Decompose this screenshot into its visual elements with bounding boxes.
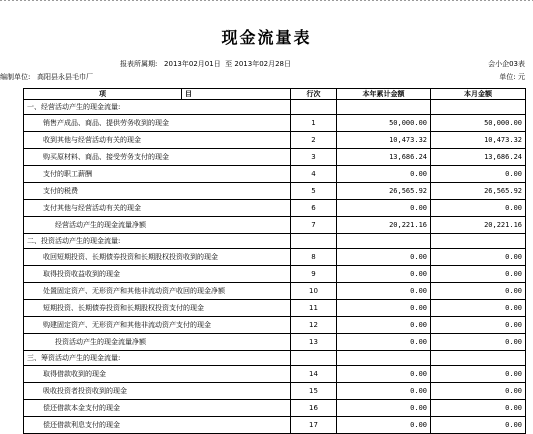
header-ytd-amount: 本年累计金额 bbox=[337, 89, 431, 100]
line-no-cell: 12 bbox=[291, 317, 337, 334]
line-no-cell: 8 bbox=[291, 249, 337, 266]
line-no-cell: 14 bbox=[291, 366, 337, 383]
table-row bbox=[24, 132, 526, 149]
month-amount-cell: 10,473.32 bbox=[431, 132, 526, 149]
month-amount-cell: 0.00 bbox=[431, 317, 526, 334]
item-cell: 偿还借款利息支付的现金 bbox=[24, 417, 291, 434]
month-amount-cell bbox=[431, 234, 526, 249]
item-cell: 收到其他与经营活动有关的现金 bbox=[24, 132, 291, 149]
line-no-cell: 2 bbox=[291, 132, 337, 149]
ytd-amount-cell: 0.00 bbox=[337, 334, 431, 351]
month-amount-cell: 0.00 bbox=[431, 417, 526, 434]
header-item-2: 目 bbox=[182, 89, 291, 100]
table-row bbox=[24, 400, 526, 417]
header-item: 项 bbox=[24, 89, 182, 100]
item-cell: 二、投资活动产生的现金流量: bbox=[24, 234, 291, 249]
item-cell: 购建固定资产、无形资产和其他非流动资产支付的现金 bbox=[24, 317, 291, 334]
line-no-cell: 1 bbox=[291, 115, 337, 132]
item-cell: 购买原材料、商品、接受劳务支付的现金 bbox=[24, 149, 291, 166]
month-amount-cell: 0.00 bbox=[431, 300, 526, 317]
line-no-cell: 4 bbox=[291, 166, 337, 183]
unit-org-label: 编制单位: bbox=[0, 73, 31, 81]
item-cell: 收回短期投资、长期债券投资和长期股权投资收到的现金 bbox=[24, 249, 291, 266]
item-cell: 处置固定资产、无形资产和其他非流动资产收回的现金净额 bbox=[24, 283, 291, 300]
ytd-amount-cell: 0.00 bbox=[337, 283, 431, 300]
month-amount-cell: 0.00 bbox=[431, 249, 526, 266]
ytd-amount-cell: 10,473.32 bbox=[337, 132, 431, 149]
table-row bbox=[24, 149, 526, 166]
ytd-amount-cell: 0.00 bbox=[337, 166, 431, 183]
line-no-cell: 3 bbox=[291, 149, 337, 166]
line-no-cell: 10 bbox=[291, 283, 337, 300]
table-row bbox=[24, 317, 526, 334]
table-row bbox=[24, 217, 526, 234]
table-row bbox=[24, 115, 526, 132]
item-cell: 取得借款收到的现金 bbox=[24, 366, 291, 383]
unit-org-name: 高阳县永县毛巾厂 bbox=[37, 73, 94, 81]
line-no-cell: 6 bbox=[291, 200, 337, 217]
line-no-cell: 15 bbox=[291, 383, 337, 400]
line-no-cell bbox=[291, 100, 337, 115]
table-row bbox=[24, 166, 526, 183]
section-row bbox=[24, 100, 526, 115]
ytd-amount-cell: 0.00 bbox=[337, 200, 431, 217]
ytd-amount-cell bbox=[337, 234, 431, 249]
cash-flow-table bbox=[23, 88, 526, 434]
ytd-amount-cell: 0.00 bbox=[337, 366, 431, 383]
ytd-amount-cell: 13,686.24 bbox=[337, 149, 431, 166]
item-cell: 三、筹资活动产生的现金流量: bbox=[24, 351, 291, 366]
item-cell: 取得投资收益收到的现金 bbox=[24, 266, 291, 283]
month-amount-cell: 0.00 bbox=[431, 166, 526, 183]
line-no-cell bbox=[291, 234, 337, 249]
ytd-amount-cell: 0.00 bbox=[337, 400, 431, 417]
month-amount-cell: 20,221.16 bbox=[431, 217, 526, 234]
line-no-cell bbox=[291, 351, 337, 366]
item-cell: 销售产成品、商品、提供劳务收到的现金 bbox=[24, 115, 291, 132]
table-header-row bbox=[24, 89, 526, 100]
item-cell: 支付的职工薪酬 bbox=[24, 166, 291, 183]
month-amount-cell: 50,000.00 bbox=[431, 115, 526, 132]
line-no-cell: 5 bbox=[291, 183, 337, 200]
period-end: 2013年02月28日 bbox=[234, 60, 292, 68]
header-month-amount: 本月金额 bbox=[431, 89, 526, 100]
ytd-amount-cell: 20,221.16 bbox=[337, 217, 431, 234]
table-row bbox=[24, 183, 526, 200]
table-row bbox=[24, 417, 526, 434]
table-row bbox=[24, 334, 526, 351]
item-cell: 短期投资、长期债券投资和长期股权投资支付的现金 bbox=[24, 300, 291, 317]
ytd-amount-cell: 0.00 bbox=[337, 417, 431, 434]
table-row bbox=[24, 366, 526, 383]
ytd-amount-cell bbox=[337, 100, 431, 115]
table-row bbox=[24, 200, 526, 217]
table-row bbox=[24, 249, 526, 266]
unit-org-line bbox=[0, 72, 93, 82]
line-no-cell: 7 bbox=[291, 217, 337, 234]
month-amount-cell: 13,686.24 bbox=[431, 149, 526, 166]
currency-unit: 单位: 元 bbox=[499, 73, 525, 81]
period-start: 2013年02月01日 bbox=[164, 60, 221, 68]
ytd-amount-cell: 0.00 bbox=[337, 317, 431, 334]
item-cell: 支付其他与经营活动有关的现金 bbox=[24, 200, 291, 217]
item-cell: 偿还借款本金支付的现金 bbox=[24, 400, 291, 417]
line-no-cell: 16 bbox=[291, 400, 337, 417]
month-amount-cell bbox=[431, 351, 526, 366]
report-title: 现金流量表 bbox=[221, 28, 312, 47]
ytd-amount-cell: 50,000.00 bbox=[337, 115, 431, 132]
section-row bbox=[24, 351, 526, 366]
line-no-cell: 13 bbox=[291, 334, 337, 351]
line-no-cell: 11 bbox=[291, 300, 337, 317]
header-line-no: 行次 bbox=[291, 89, 337, 100]
month-amount-cell: 0.00 bbox=[431, 266, 526, 283]
table-row bbox=[24, 266, 526, 283]
month-amount-cell: 0.00 bbox=[431, 400, 526, 417]
form-code: 会小企03表 bbox=[488, 60, 525, 68]
period-line bbox=[120, 59, 291, 69]
line-no-cell: 9 bbox=[291, 266, 337, 283]
month-amount-cell bbox=[431, 100, 526, 115]
month-amount-cell: 0.00 bbox=[431, 200, 526, 217]
table-row bbox=[24, 300, 526, 317]
period-label: 报表所属期: bbox=[120, 60, 158, 68]
month-amount-cell: 26,565.92 bbox=[431, 183, 526, 200]
item-cell: 投资活动产生的现金流量净额 bbox=[24, 334, 291, 351]
item-cell: 吸收投资者投资收到的现金 bbox=[24, 383, 291, 400]
dotted-border bbox=[0, 0, 533, 1]
ytd-amount-cell: 0.00 bbox=[337, 383, 431, 400]
section-row bbox=[24, 234, 526, 249]
table-row bbox=[24, 283, 526, 300]
month-amount-cell: 0.00 bbox=[431, 334, 526, 351]
ytd-amount-cell: 0.00 bbox=[337, 249, 431, 266]
item-cell: 经营活动产生的现金流量净额 bbox=[24, 217, 291, 234]
month-amount-cell: 0.00 bbox=[431, 283, 526, 300]
line-no-cell: 17 bbox=[291, 417, 337, 434]
period-to: 至 bbox=[225, 60, 233, 68]
month-amount-cell: 0.00 bbox=[431, 383, 526, 400]
month-amount-cell: 0.00 bbox=[431, 366, 526, 383]
ytd-amount-cell: 0.00 bbox=[337, 300, 431, 317]
ytd-amount-cell: 26,565.92 bbox=[337, 183, 431, 200]
item-cell: 支付的税费 bbox=[24, 183, 291, 200]
ytd-amount-cell: 0.00 bbox=[337, 266, 431, 283]
table-row bbox=[24, 383, 526, 400]
ytd-amount-cell bbox=[337, 351, 431, 366]
item-cell: 一、经营活动产生的现金流量: bbox=[24, 100, 291, 115]
